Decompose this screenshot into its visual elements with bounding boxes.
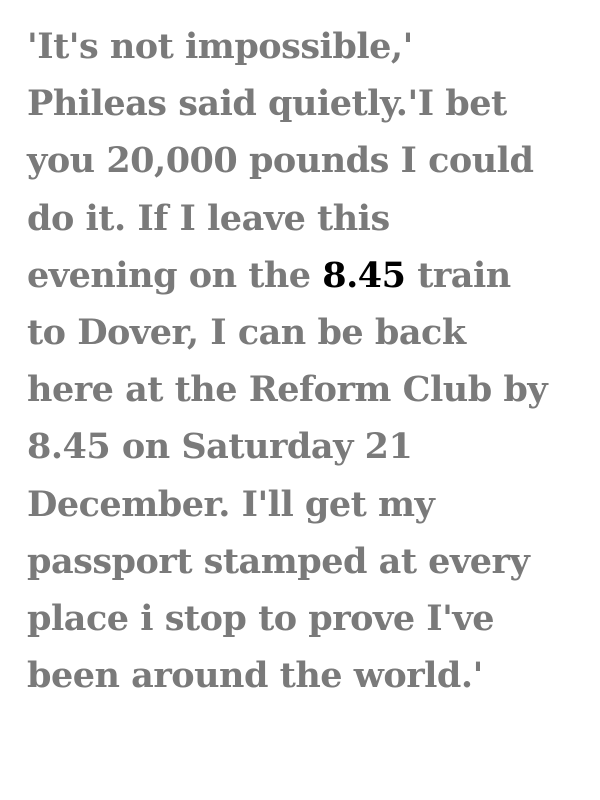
highlighted-word[interactable]: 8.45: [322, 254, 406, 296]
passage-text-after-highlight: train: [405, 254, 511, 296]
passage-line: you 20,000 pounds I could: [27, 140, 534, 182]
passage-line: 'It's not impossible,': [27, 26, 413, 67]
passage-line: here at the Reform Club by: [27, 369, 548, 411]
passage-line: do it. If I leave this: [27, 197, 390, 239]
reading-passage: [27, 18, 587, 704]
passage-line: [27, 247, 587, 304]
passage-line: Phileas said quietly.'I bet: [27, 83, 507, 125]
passage-line: passport stamped at every: [27, 540, 530, 582]
passage-line: place i stop to prove I've: [27, 598, 495, 640]
passage-line: to Dover, I can be back: [27, 312, 466, 354]
passage-text-before-highlight: evening on the: [27, 254, 323, 296]
passage-line: December. I'll get my: [27, 483, 435, 525]
passage-line: been around the world.': [27, 655, 483, 697]
passage-line: 8.45 on Saturday 21: [27, 426, 413, 468]
